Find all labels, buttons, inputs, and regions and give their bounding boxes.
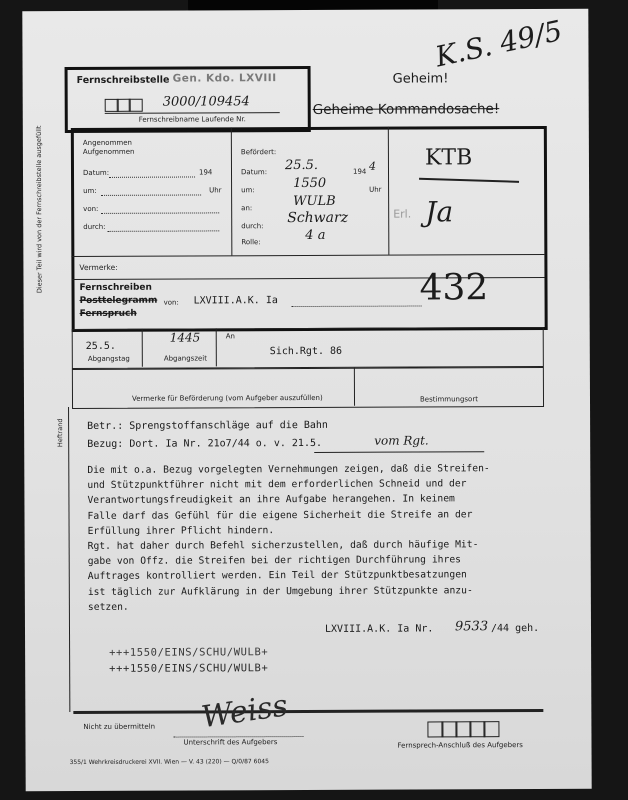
geheime-kommandosache: Geheime Kommandosache!	[312, 101, 500, 118]
sent-year-label: 194	[352, 167, 367, 176]
transport-divider	[354, 368, 355, 406]
dispatch-divider-1	[142, 329, 143, 367]
sent-datum-value: 25.5.	[284, 157, 319, 174]
befoerderung-label: Vermerke für Beförderung (vom Aufgeber auszufüllen)	[131, 393, 323, 403]
fernsprech-label: Fernsprech-Anschluß des Aufgebers	[397, 741, 523, 750]
bezug-handwriting: vom Rgt.	[374, 433, 429, 448]
initials-mark: Ja	[425, 195, 454, 229]
sent-uhr-label: Uhr	[369, 185, 382, 194]
bezug-line: Bezug: Dort. Ia Nr. 21o7/44 o. v. 21.5.	[87, 437, 323, 450]
abgangstag-label: Abgangstag	[87, 354, 130, 363]
vermerke-label: Vermerke:	[79, 262, 118, 272]
sent-an-value: WULB	[293, 193, 336, 210]
side-note: Dieser Teil wird von der Fernschreibstelle ausgefüllt	[34, 125, 44, 294]
sent-year-value: 4	[368, 159, 377, 173]
heftrand-line	[68, 407, 70, 712]
heftrand-label: Heftrand	[56, 418, 65, 448]
body-line: setzen.	[87, 601, 129, 613]
nicht-uebermitteln-label: Nicht zu übermitteln	[83, 722, 156, 731]
message-number: 432	[419, 267, 489, 309]
body-line: und Stützpunktführer nicht mit dem erforderlichen Schneid und der	[87, 478, 467, 492]
bezug-underline	[314, 451, 484, 453]
recv-um-label: um:	[83, 186, 97, 195]
office-stamp: Gen. Kdo. LXVIII	[172, 72, 277, 85]
teletype-form	[22, 9, 591, 791]
signature-suffix: /44 geh.	[490, 622, 540, 635]
von-value: LXVIII.A.K. Ia	[193, 295, 278, 307]
body-line: Falle darf das Gefühl für die eigene Sicherheit die Streife an der	[87, 508, 473, 522]
body-line: Verantwortungsfreudigkeit an ihre Aufgabe herangehen. In keinem	[87, 493, 455, 507]
handwritten-number: 3000/109454	[162, 94, 250, 110]
posttelegramm-label: Posttelegramm	[79, 295, 158, 306]
recv-year-label: 194	[198, 168, 213, 177]
recv-durch-label: durch:	[83, 222, 106, 231]
recv-datum-label: Datum:	[82, 168, 110, 177]
fernspruch-label: Fernspruch	[79, 308, 137, 319]
body-line: Die mit o.a. Bezug vorgelegten Vernehmungen zeigen, daß die Streifen-	[87, 463, 490, 476]
teletype-line-1: +++1550/EINS/SCHU/WULB+	[109, 646, 269, 659]
body-line: gabe von Offz. die Streifen bei der richtigen Durchführung ihres	[87, 554, 462, 568]
signature-office: LXVIII.A.K. Ia Nr.	[324, 623, 434, 635]
aufgeber-signature: Weiss	[199, 688, 290, 736]
von-label: von:	[163, 298, 179, 307]
sent-rolle-label: Rolle:	[241, 238, 261, 247]
recv-uhr-label: Uhr	[209, 186, 222, 195]
an-label: An	[225, 332, 235, 341]
code-box-3	[129, 99, 143, 112]
sent-durch-value: Schwarz	[287, 209, 349, 227]
faint-mark: Erl.	[393, 207, 412, 221]
footer-rule	[73, 709, 543, 714]
teletype-line-2: +++1550/EINS/SCHU/WULB+	[109, 662, 269, 675]
signature-number: 9533	[454, 619, 489, 635]
abgangstag-value: 25.5.	[85, 340, 116, 352]
sent-um-label: um:	[241, 186, 255, 195]
sent-um-value: 1550	[293, 175, 327, 192]
sent-rolle-value: 4 a	[305, 227, 326, 244]
body-line: ist täglich zur Aufklärung in der Umgebung ihrer Stützpunkte anzu-	[87, 584, 473, 598]
geheim-label: Geheim!	[392, 71, 449, 87]
angenommen-label: Angenommen	[82, 138, 132, 147]
body-line: Rgt. hat daher durch Befehl sicherzustellen, daß durch häufige Mit-	[87, 539, 479, 552]
an-value: Sich.Rgt. 86	[269, 345, 343, 358]
fernschreibstelle-label: Fernschreibstelle	[76, 74, 170, 87]
sent-an-label: an:	[241, 204, 253, 213]
body-line: Auftrages kontrolliert werden. Ein Teil der Stützpunktbesatzungen	[87, 569, 467, 583]
fernschreiben-label: Fernschreiben	[79, 282, 152, 293]
befoerdert-label: Befördert:	[240, 148, 277, 157]
dispatch-divider-2	[216, 328, 217, 366]
message-body	[87, 461, 593, 615]
abgangszeit-value: 1445	[169, 330, 201, 345]
betreff-line: Betr.: Sprengstoffanschläge auf die Bahn	[87, 419, 328, 432]
printer-imprint: 355/1 Wehrkreisdruckerei XVII. Wien — V. 43 (220) — Q/0/87 6045	[69, 758, 269, 767]
unterschrift-label: Unterschrift des Aufgebers	[183, 738, 278, 747]
ktb-mark: KTB	[424, 145, 473, 171]
corner-handwriting: K.S. 49/5	[432, 13, 566, 74]
body-line: Erfüllung ihrer Pflicht hindern.	[87, 524, 275, 537]
abgangszeit-label: Abgangszeit	[163, 354, 208, 363]
phone-box-5	[483, 721, 499, 737]
sent-durch-label: durch:	[241, 222, 264, 231]
fernschreibname-label: Fernschreibname Laufende Nr.	[138, 115, 246, 124]
bestimmungsort-label: Bestimmungsort	[419, 395, 478, 404]
sent-datum-label: Datum:	[240, 168, 268, 177]
aufgenommen-label: Aufgenommen	[82, 147, 135, 156]
recv-von-label: von:	[83, 204, 99, 213]
